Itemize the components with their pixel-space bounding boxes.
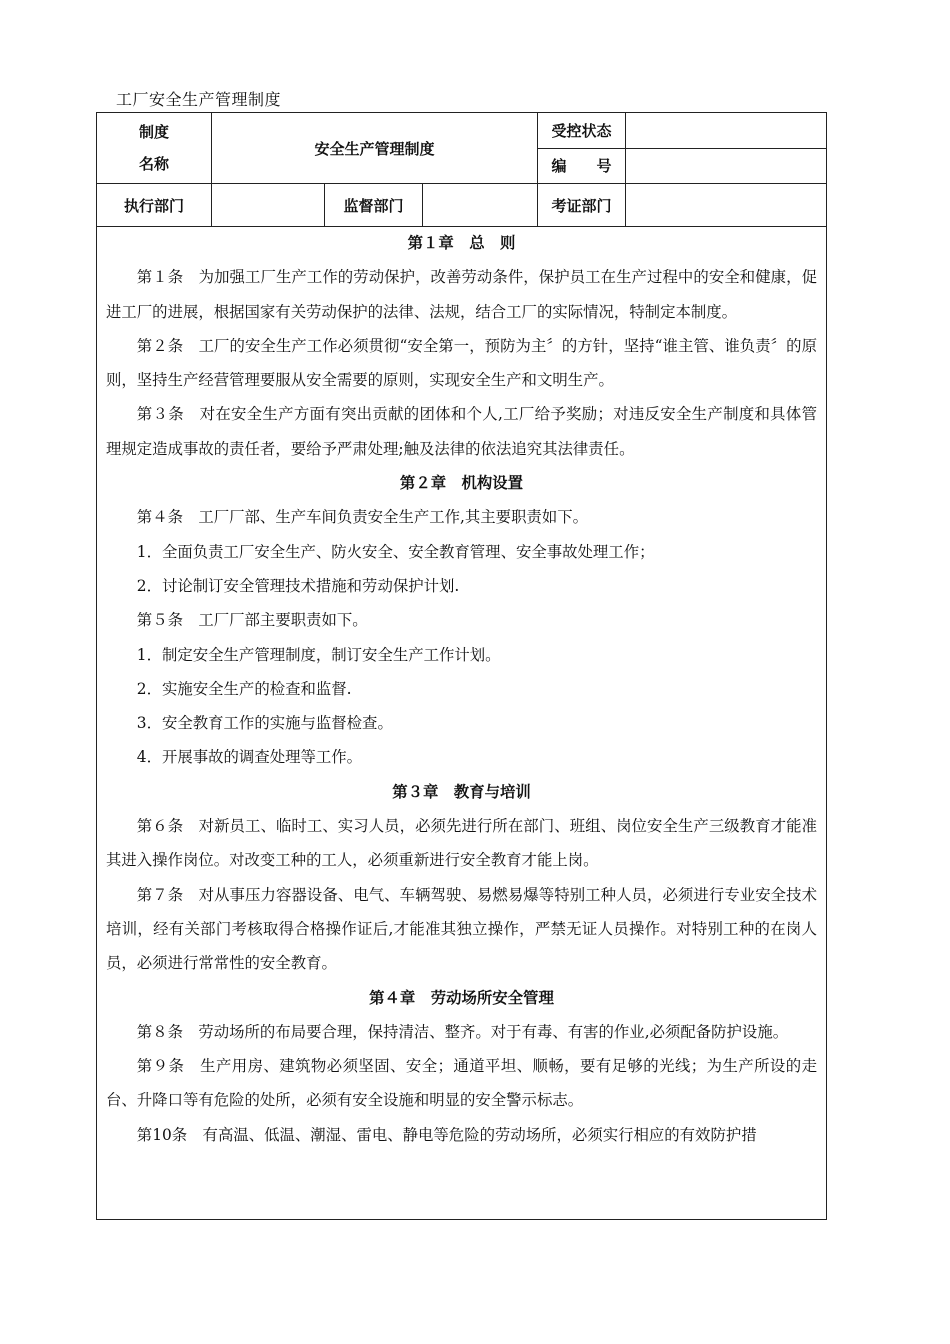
chapter-heading: 第３章 教育与培训 [392, 782, 531, 801]
regulation-body [96, 226, 827, 1220]
list-item: 1．全面负责工厂安全生产、防火安全、安全教育管理、安全事故处理工作； [136, 542, 655, 561]
chapter-heading: 第１章 总 则 [407, 234, 516, 252]
list-item: 4．开展事故的调查处理等工作。 [136, 748, 363, 767]
system-name-label-cell [97, 113, 212, 184]
list-item: 2．讨论制订安全管理技术措施和劳动保护计划. [136, 576, 460, 595]
article-paragraph: 第３条 对在安全生产方面有突出贡献的团体和个人,工厂给予奖励；对违反安全生产制度和具体管理规定造成事故的责任者，要给予严肃处理;触及法律的依法追究其法律责任。 [106, 405, 817, 458]
document-title: 工厂安全生产管理制度 [116, 90, 282, 109]
number-label: 编 号 [538, 148, 626, 184]
verify-dept-label: 考证部门 [538, 184, 626, 227]
article-paragraph: 第８条 劳动场所的布局要合理，保持清洁、整齐。对于有毒、有害的作业,必须配备防护设施。 [136, 1022, 789, 1041]
supervise-dept-label: 监督部门 [325, 184, 423, 227]
article-paragraph: 第１条 为加强工厂生产工作的劳动保护，改善劳动条件，保护员工在生产过程中的安全和健康，促进工厂的进展，根据国家有关劳动保护的法律、法规，结合工厂的实际情况，特制定本制度。 [106, 268, 817, 321]
regulation-content [97, 226, 826, 1152]
article-paragraph: 第４条 工厂厂部、生产车间负责安全生产工作,其主要职责如下。 [136, 508, 589, 527]
verify-dept-value [626, 184, 827, 227]
number-value [626, 148, 827, 184]
system-name-label-line1: 制度 [138, 123, 169, 141]
header-table [96, 112, 827, 227]
list-item: 3．安全教育工作的实施与监督检查。 [136, 714, 393, 733]
article-paragraph: 第２条 工厂的安全生产工作必须贯彻“安全第一，预防为主〞的方针，坚持“谁主管、谁负责〞的原则，坚持生产经营管理要服从安全需要的原则，实现安全生产和文明生产。 [106, 336, 817, 390]
article-paragraph: 第５条 工厂厂部主要职责如下。 [136, 611, 368, 630]
exec-dept-label: 执行部门 [97, 184, 212, 227]
control-status-value [626, 113, 827, 149]
system-name-label-line2: 名称 [138, 155, 169, 173]
chapter-heading: 第２章 机构设置 [399, 474, 524, 493]
article-paragraph: 第９条 生产用房、建筑物必须坚固、安全；通道平坦、顺畅，要有足够的光线；为生产所设的走台、升降口等有危险的处所，必须有安全设施和明显的安全警示标志。 [106, 1057, 817, 1110]
system-name-value: 安全生产管理制度 [212, 113, 538, 184]
article-paragraph: 第６条 对新员工、临时工、实习人员，必须先进行所在部门、班组、岗位安全生产三级教育才能准其进入操作岗位。对改变工种的工人，必须重新进行安全教育才能上岗。 [106, 817, 817, 870]
supervise-dept-value [423, 184, 538, 227]
list-item: 1．制定安全生产管理制度，制订安全生产工作计划。 [136, 645, 501, 664]
article-paragraph: 第10条 有高温、低温、潮湿、雷电、静电等危险的劳动场所，必须实行相应的有效防护措 [136, 1125, 757, 1144]
list-item: 2．实施安全生产的检查和监督. [136, 679, 352, 698]
chapter-heading: 第４章 劳动场所安全管理 [369, 988, 554, 1007]
article-paragraph: 第７条 对从事压力容器设备、电气、车辆驾驶、易燃易爆等特别工种人员，必须进行专业安全技术培训，经有关部门考核取得合格操作证后,才能准其独立操作，严禁无证人员操作。对特别工种的在岗人员，必须进行常常性的安全教育。 [106, 885, 817, 973]
control-status-label: 受控状态 [538, 113, 626, 149]
exec-dept-value [212, 184, 325, 227]
